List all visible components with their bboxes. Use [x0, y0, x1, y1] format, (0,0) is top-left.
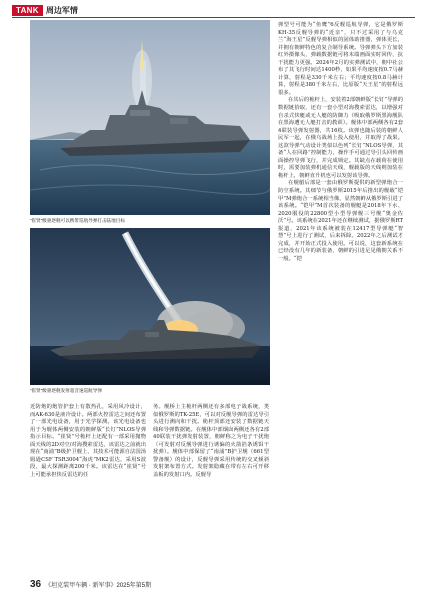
page-number: 36 [30, 579, 42, 590]
header-rule [12, 17, 415, 18]
page-footer [30, 579, 151, 590]
article-middle-column [153, 404, 269, 479]
article-left-column [30, 404, 146, 479]
photo1-caption: “崔贤”级驱逐舰可以携带巡航导弹打击陆地目标 [30, 218, 125, 223]
article-right-column [278, 22, 403, 264]
brand-badge: TANK [12, 5, 43, 16]
section-title: 周边军情 [45, 5, 78, 15]
journal-name: 《坦克装甲车辆 · 新军事》2025年第5期 [45, 583, 152, 589]
missile-launch-photo [30, 228, 270, 385]
paragraph: 在其后的桅杆上，安装着2部朝鲜版“长钉”导弹的数据链拾取，还有一套小型对海搜索雷达，以增强对自杀式快艇或无人艇的防御力（吸取俄罗斯黑海舰队在黑海遭无人艇打击的教训）。舰体中部两侧各有2套4联装导弹发射器，共16枚。该弹也随后装的朝鲜人民军一起，在俄乌战场上投入使用，并取得了战果。这款导弹气动设计类似以色列“长钉”NLOS导弹，其备“人在回路”控制能力，操作手可通过导引头回传画面操控导弹飞行，并完成锁定。其缺点在载荷在使用时，需要加装弹机通信天线，舰载版的天线则加装在桅杆上，朝鲜直升机也可以发射该导弹。 [278, 97, 403, 179]
photo2-caption: “崔贤”级驱逐舰发射超音速巡航导弹 [30, 388, 102, 393]
paragraph: 在舰艏后部是一套由俄罗斯提供的新型弹炮合一防空系统。其细节与俄罗斯2015年后推出的舰载“铠甲”M弹炮合一系统相当像，显然朝鲜从俄罗斯引进了该系统。“铠甲”M首次装备的舰艇是2018年下水、2020服役的22800型小型导弹舰三号舰“奥金佐沃”号。该系统在2021年还在继续测试，据俄罗斯RT报道，2021年该系统被装在12417型导弹艇“智慧”号上进行了测试，后来拆除。2022年之后测试才完成，并开始正式投入使用。可以说，这套新系统在已经没有几年的新装备，朝鲜的引进足见俄朝关系不一般。“铠 [278, 180, 403, 262]
page-header [12, 4, 78, 16]
paragraph: 弹型号可能为“鱼鹰”6反舰巡航导弹，它是俄罗斯KH-35反舰导弹的“近亲”，只不过采用了与乌克兰“海王星”反舰导弹相似的固体助推器，弹体更长，并拥有朝鲜特色的复合制导系统。导弹弹头下方加装红外摄像头，弹载数据链可将末端画面实时回传，抗干扰能力更强。2024年2月的实弹测试中，朝中社公布了其飞行时间达1400秒，如果平均速度按0.7马赫计算，射程是330千米左右；平均速度按0.8马赫计算，射程是380千米左右，比原版“天王星”的射程远很多。 [278, 22, 403, 96]
paragraph: 务。舰桥上主桅杆两侧还有多部电子战系统，类似俄罗斯的TK-25E，可以对反舰导弹的雷达导引头进行测向和干扰。桅杆顶部还安装了数据链天线和导弹数据链。在舰体中部烟囱两侧还各有2部40联装干扰弹发射装置，朝鲜称之为电子干扰炮（可发射对反舰导弹进行诱偏的火箭箔条诱饵干扰弹）。舰体中部保留了“南浦”B护卫舰（661型警备舰）的设计，反舰导弹采用传统的交叉倾斜发射架布置方式。发射架隐藏在带有左右可开移盖板的发射口内。反舰导 [153, 404, 269, 478]
destroyer-photo [30, 20, 270, 215]
paragraph: 近防炮的炮管护套上有散热孔，采用风冷设计，而AK-630是液冷设计。两部火控雷达之间还布置了一部光电设备，用于光学探测。该光电设备也用于为舰体两侧安装的朝鲜版“长钉”NLOS导弹指示目标。“崔贤”号桅杆上还配有一部采用抛物面天线的2D对空/对海搜索雷达，该雷达之前就出现在“南浦”B级护卫舰上，其技术可能源自法国汤姆逊CSF TSR3004“海虎”MK2雷达，采用S波段，最大探测距离200千米。该雷达在“崔贤”号上可能承担快反雷达的任 [30, 404, 146, 478]
